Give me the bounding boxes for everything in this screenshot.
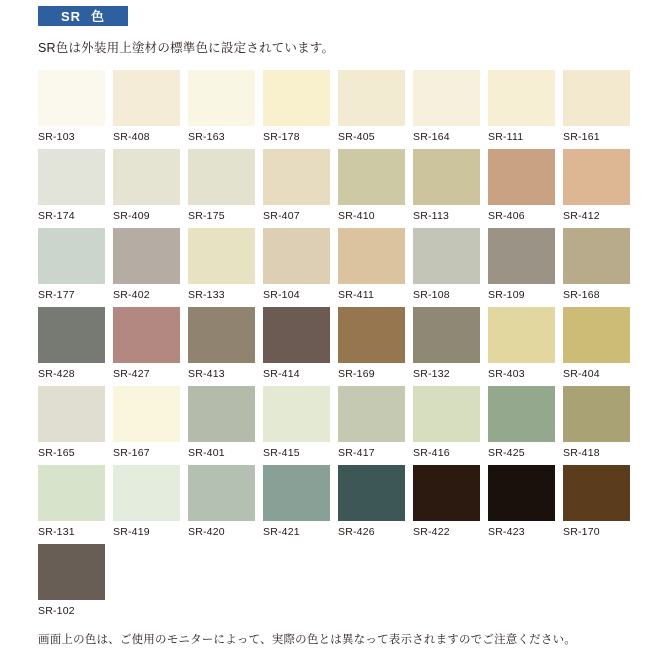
swatch-cell[interactable] bbox=[563, 228, 638, 307]
swatch-cell[interactable] bbox=[563, 149, 638, 228]
swatch-cell[interactable] bbox=[38, 228, 113, 307]
swatch-chip[interactable] bbox=[263, 307, 330, 363]
swatch-cell[interactable] bbox=[413, 70, 488, 149]
swatch-label: SR-108 bbox=[413, 289, 450, 301]
swatch-label: SR-423 bbox=[488, 526, 525, 538]
swatch-label: SR-164 bbox=[413, 131, 450, 143]
swatch-cell[interactable] bbox=[338, 70, 413, 149]
swatch-label: SR-132 bbox=[413, 368, 450, 380]
swatch-cell[interactable] bbox=[338, 386, 413, 465]
swatch-cell[interactable] bbox=[113, 149, 188, 228]
swatch-chip[interactable] bbox=[338, 228, 405, 284]
swatch-label: SR-416 bbox=[413, 447, 450, 459]
swatch-cell[interactable] bbox=[488, 228, 563, 307]
swatch-cell[interactable] bbox=[38, 544, 113, 623]
swatch-cell[interactable] bbox=[488, 307, 563, 386]
swatch-label: SR-104 bbox=[263, 289, 300, 301]
swatch-label: SR-421 bbox=[263, 526, 300, 538]
swatch-chip[interactable] bbox=[263, 149, 330, 205]
swatch-chip[interactable] bbox=[38, 386, 105, 442]
swatch-label: SR-413 bbox=[188, 368, 225, 380]
swatch-cell[interactable] bbox=[188, 149, 263, 228]
swatch-cell[interactable] bbox=[263, 228, 338, 307]
swatch-chip[interactable] bbox=[563, 149, 630, 205]
swatch-chip[interactable] bbox=[488, 228, 555, 284]
swatch-cell[interactable] bbox=[563, 307, 638, 386]
swatch-label: SR-113 bbox=[413, 210, 450, 222]
swatch-cell[interactable] bbox=[488, 70, 563, 149]
swatch-cell[interactable] bbox=[338, 149, 413, 228]
swatch-cell[interactable] bbox=[113, 228, 188, 307]
swatch-cell[interactable] bbox=[488, 149, 563, 228]
swatch-label: SR-417 bbox=[338, 447, 375, 459]
swatch-label: SR-161 bbox=[563, 131, 600, 143]
swatch-cell[interactable] bbox=[413, 228, 488, 307]
swatch-chip[interactable] bbox=[113, 307, 180, 363]
swatch-label: SR-414 bbox=[263, 368, 300, 380]
swatch-chip[interactable] bbox=[338, 386, 405, 442]
swatch-cell[interactable] bbox=[188, 465, 263, 544]
swatch-label: SR-178 bbox=[263, 131, 300, 143]
swatch-cell[interactable] bbox=[413, 149, 488, 228]
swatch-label: SR-406 bbox=[488, 210, 525, 222]
swatch-label: SR-415 bbox=[263, 447, 300, 459]
swatch-chip[interactable] bbox=[263, 70, 330, 126]
swatch-chip[interactable] bbox=[38, 149, 105, 205]
footer-note: 画面上の色は、ご使用のモニターによって、実際の色とは異なって表示されますのでご注意ください。 bbox=[38, 634, 576, 646]
swatch-cell[interactable] bbox=[338, 228, 413, 307]
swatch-label: SR-403 bbox=[488, 368, 525, 380]
swatch-cell[interactable] bbox=[338, 307, 413, 386]
swatch-chip[interactable] bbox=[188, 149, 255, 205]
swatch-chip[interactable] bbox=[38, 228, 105, 284]
swatch-label: SR-167 bbox=[113, 447, 150, 459]
swatch-chip[interactable] bbox=[38, 70, 105, 126]
page-title-banner bbox=[38, 6, 128, 26]
swatch-label: SR-165 bbox=[38, 447, 75, 459]
swatch-chip[interactable] bbox=[263, 386, 330, 442]
swatch-cell[interactable] bbox=[38, 386, 113, 465]
swatch-cell[interactable] bbox=[563, 465, 638, 544]
swatch-cell[interactable] bbox=[263, 149, 338, 228]
swatch-label: SR-425 bbox=[488, 447, 525, 459]
swatch-label: SR-409 bbox=[113, 210, 150, 222]
swatch-chip[interactable] bbox=[38, 544, 105, 600]
swatch-label: SR-404 bbox=[563, 368, 600, 380]
swatch-label: SR-103 bbox=[38, 131, 75, 143]
swatch-chip[interactable] bbox=[563, 386, 630, 442]
swatch-chip[interactable] bbox=[188, 70, 255, 126]
swatch-cell[interactable] bbox=[38, 307, 113, 386]
swatch-label: SR-402 bbox=[113, 289, 150, 301]
swatch-chip[interactable] bbox=[188, 465, 255, 521]
swatch-label: SR-422 bbox=[413, 526, 450, 538]
swatch-label: SR-168 bbox=[563, 289, 600, 301]
swatch-chip[interactable] bbox=[488, 465, 555, 521]
swatch-chip[interactable] bbox=[413, 386, 480, 442]
swatch-cell[interactable] bbox=[188, 70, 263, 149]
page-title-code: SR bbox=[60, 8, 82, 24]
swatch-chip[interactable] bbox=[113, 70, 180, 126]
swatch-label: SR-418 bbox=[563, 447, 600, 459]
swatch-label: SR-169 bbox=[338, 368, 375, 380]
swatch-cell[interactable] bbox=[113, 70, 188, 149]
swatch-label: SR-131 bbox=[38, 526, 75, 538]
swatch-cell[interactable] bbox=[263, 70, 338, 149]
swatch-cell[interactable] bbox=[113, 307, 188, 386]
swatch-cell[interactable] bbox=[263, 386, 338, 465]
swatch-cell[interactable] bbox=[113, 386, 188, 465]
swatch-chip[interactable] bbox=[488, 149, 555, 205]
swatch-label: SR-419 bbox=[113, 526, 150, 538]
swatch-label: SR-170 bbox=[563, 526, 600, 538]
swatch-chip[interactable] bbox=[113, 149, 180, 205]
swatch-chip[interactable] bbox=[488, 386, 555, 442]
swatch-label: SR-163 bbox=[188, 131, 225, 143]
intro-text: SR色は外装用上塗材の標準色に設定されています。 bbox=[38, 41, 335, 55]
swatch-chip[interactable] bbox=[413, 70, 480, 126]
swatch-chip[interactable] bbox=[413, 228, 480, 284]
swatch-cell[interactable] bbox=[413, 307, 488, 386]
swatch-cell[interactable] bbox=[38, 149, 113, 228]
swatch-chip[interactable] bbox=[563, 70, 630, 126]
swatch-cell[interactable] bbox=[113, 465, 188, 544]
swatch-chip[interactable] bbox=[113, 228, 180, 284]
swatch-chip[interactable] bbox=[413, 149, 480, 205]
swatch-label: SR-177 bbox=[38, 289, 75, 301]
swatch-chip[interactable] bbox=[413, 465, 480, 521]
swatch-cell[interactable] bbox=[413, 465, 488, 544]
swatch-label: SR-420 bbox=[188, 526, 225, 538]
swatch-cell[interactable] bbox=[488, 386, 563, 465]
swatch-chip[interactable] bbox=[263, 465, 330, 521]
swatch-label: SR-174 bbox=[38, 210, 75, 222]
swatch-chip[interactable] bbox=[563, 465, 630, 521]
swatch-cell[interactable] bbox=[338, 465, 413, 544]
swatch-chip[interactable] bbox=[113, 386, 180, 442]
swatch-chip[interactable] bbox=[338, 149, 405, 205]
swatch-chip[interactable] bbox=[38, 465, 105, 521]
swatch-chip[interactable] bbox=[338, 465, 405, 521]
swatch-chip[interactable] bbox=[413, 307, 480, 363]
swatch-chip[interactable] bbox=[338, 307, 405, 363]
swatch-cell[interactable] bbox=[563, 386, 638, 465]
swatch-cell[interactable] bbox=[563, 70, 638, 149]
swatch-label: SR-133 bbox=[188, 289, 225, 301]
swatch-label: SR-111 bbox=[488, 131, 524, 143]
swatch-cell[interactable] bbox=[488, 465, 563, 544]
swatch-label: SR-426 bbox=[338, 526, 375, 538]
swatch-label: SR-408 bbox=[113, 131, 150, 143]
swatch-chip[interactable] bbox=[488, 307, 555, 363]
page-title-label: 色 bbox=[91, 8, 106, 24]
swatch-grid bbox=[38, 70, 638, 623]
swatch-chip[interactable] bbox=[188, 228, 255, 284]
swatch-chip[interactable] bbox=[563, 307, 630, 363]
swatch-label: SR-407 bbox=[263, 210, 300, 222]
swatch-label: SR-428 bbox=[38, 368, 75, 380]
swatch-cell[interactable] bbox=[38, 465, 113, 544]
swatch-cell[interactable] bbox=[188, 307, 263, 386]
swatch-label: SR-175 bbox=[188, 210, 225, 222]
swatch-cell[interactable] bbox=[263, 307, 338, 386]
swatch-chip[interactable] bbox=[38, 307, 105, 363]
swatch-chip[interactable] bbox=[113, 465, 180, 521]
swatch-chip[interactable] bbox=[263, 228, 330, 284]
swatch-label: SR-427 bbox=[113, 368, 150, 380]
color-chart-page bbox=[0, 6, 663, 665]
swatch-label: SR-412 bbox=[563, 210, 600, 222]
swatch-chip[interactable] bbox=[338, 70, 405, 126]
swatch-chip[interactable] bbox=[188, 307, 255, 363]
swatch-label: SR-102 bbox=[38, 605, 75, 617]
swatch-label: SR-405 bbox=[338, 131, 375, 143]
swatch-cell[interactable] bbox=[263, 465, 338, 544]
swatch-chip[interactable] bbox=[488, 70, 555, 126]
swatch-label: SR-411 bbox=[338, 289, 375, 301]
swatch-label: SR-410 bbox=[338, 210, 375, 222]
swatch-chip[interactable] bbox=[188, 386, 255, 442]
swatch-label: SR-109 bbox=[488, 289, 525, 301]
swatch-cell[interactable] bbox=[188, 228, 263, 307]
swatch-label: SR-401 bbox=[188, 447, 225, 459]
swatch-cell[interactable] bbox=[413, 386, 488, 465]
swatch-cell[interactable] bbox=[38, 70, 113, 149]
swatch-chip[interactable] bbox=[563, 228, 630, 284]
swatch-cell[interactable] bbox=[188, 386, 263, 465]
